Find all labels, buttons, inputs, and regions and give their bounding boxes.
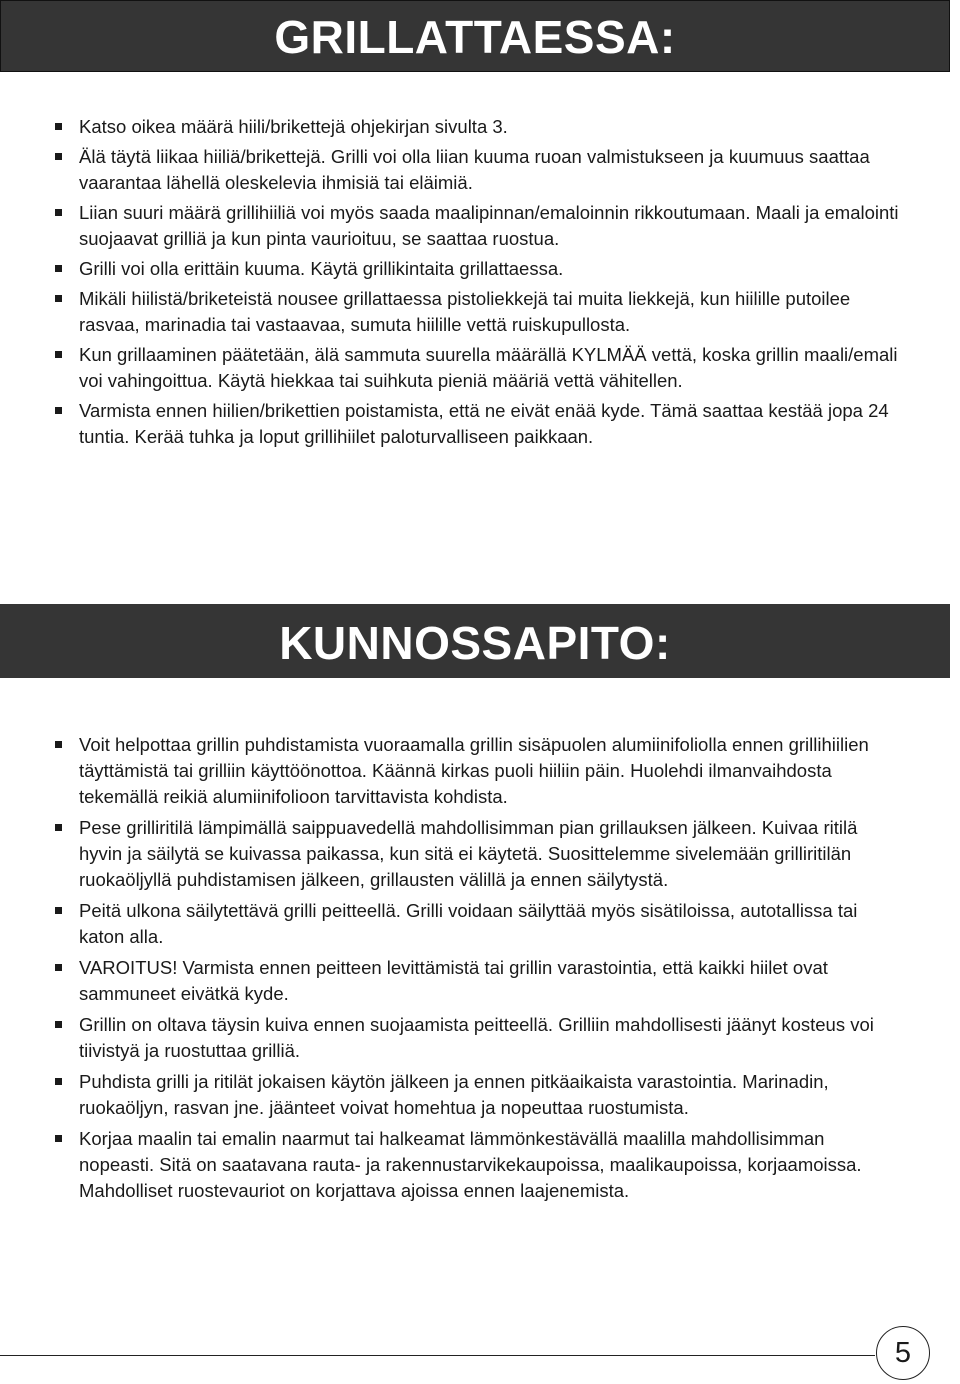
list-item-text: Grilli voi olla erittäin kuuma. Käytä grillikintaita grillattaessa. — [79, 258, 564, 279]
list-item — [0, 398, 900, 450]
list-item — [0, 955, 900, 1007]
list-item-text: Varmista ennen hiilien/brikettien poistamista, että ne eivät enää kyde. Tämä saattaa kestää jopa 24 tuntia. Kerää tuhka ja loput grillihiilet paloturvalliseen paikkaan. — [79, 400, 889, 447]
list-item-text: VAROITUS! Varmista ennen peitteen levittämistä tai grillin varastointia, että kaikki hiilet ovat sammuneet eivätkä kyde. — [79, 957, 828, 1004]
list-item — [0, 1012, 900, 1064]
list-item-text: Korjaa maalin tai emalin naarmut tai halkeamat lämmönkestävällä maalilla mahdollisimman nopeasti. Sitä on saatavana rauta- ja rakennustarvikekaupoissa, maalikaupoissa, korjaamoissa. Mahdolliset ruostevauriot on korjattava ajoissa ennen laajenemista. — [79, 1128, 862, 1201]
bullet-square-icon — [55, 407, 62, 414]
bullet-square-icon — [55, 265, 62, 272]
bullet-square-icon — [55, 351, 62, 358]
list-item-text: Peitä ulkona säilytettävä grilli peitteellä. Grilli voidaan säilyttää myös sisätiloissa, autotallissa tai katon alla. — [79, 900, 858, 947]
list-item — [0, 732, 900, 810]
list-item — [0, 815, 900, 893]
list-item-text: Pese grilliritilä lämpimällä saippuavedellä mahdollisimman pian grillauksen jälkeen. Kuivaa ritilä hyvin ja säilytä se kuivassa paikassa, kun sitä ei käytetä. Suosittelemme sivelemään grilliritilän ruokaöljyllä puhdistamisen jälkeen, grillausten välillä ja ennen säilytystä. — [79, 817, 858, 890]
list-item-text: Liian suuri määrä grillihiiliä voi myös saada maalipinnan/emaloinnin rikkoutumaan. Maali ja emalointi suojaavat grilliä ja kun pinta vaurioituu, se saattaa ruostua. — [79, 202, 899, 249]
list-item-text: Katso oikea määrä hiili/brikettejä ohjekirjan sivulta 3. — [79, 116, 508, 137]
bullet-square-icon — [55, 964, 62, 971]
list-item-text: Älä täytä liikaa hiiliä/brikettejä. Grilli voi olla liian kuuma ruoan valmistukseen ja kuumuus saattaa vaarantaa lähellä oleskelevia ihmisiä tai eläimiä. — [79, 146, 870, 193]
list-item — [0, 256, 900, 282]
bullet-square-icon — [55, 1078, 62, 1085]
list-item — [0, 144, 900, 196]
list-item-text: Mikäli hiilistä/briketeistä nousee grillattaessa pistoliekkejä tai muita liekkejä, kun hiilille putoilee rasvaa, marinadia tai vastaavaa, sumuta hiilille vettä ruiskupullosta. — [79, 288, 851, 335]
bullet-square-icon — [55, 295, 62, 302]
grilling-tips-list — [0, 114, 900, 454]
page-number: 5 — [876, 1326, 930, 1380]
list-item — [0, 114, 900, 140]
list-item — [0, 898, 900, 950]
bullet-square-icon — [55, 824, 62, 831]
section-title-kunnossapito: KUNNOSSAPITO: — [0, 604, 950, 678]
list-item — [0, 200, 900, 252]
bullet-square-icon — [55, 1135, 62, 1142]
bullet-square-icon — [55, 741, 62, 748]
bullet-square-icon — [55, 123, 62, 130]
bullet-square-icon — [55, 209, 62, 216]
bullet-square-icon — [55, 1021, 62, 1028]
list-item — [0, 1069, 900, 1121]
list-item-text: Voit helpottaa grillin puhdistamista vuoraamalla grillin sisäpuolen alumiinifoliolla ennen grillihiilien täyttämistä tai grilliin käyttöönottoa. Käännä kirkas puoli hiiliin päin. Huolehdi ilmanvaihdosta tekemällä reikiä alumiinifolioon tarvittavista kohdista. — [79, 734, 869, 807]
footer-divider — [0, 1355, 875, 1356]
list-item-text: Grillin on oltava täysin kuiva ennen suojaamista peitteellä. Grilliin mahdollisesti jäänyt kosteus voi tiivistyä ja ruostuttaa grilliä. — [79, 1014, 874, 1061]
section-title-grillattaessa: GRILLATTAESSA: — [0, 0, 950, 72]
bullet-square-icon — [55, 153, 62, 160]
list-item — [0, 1126, 900, 1204]
bullet-square-icon — [55, 907, 62, 914]
list-item — [0, 342, 900, 394]
list-item — [0, 286, 900, 338]
list-item-text: Puhdista grilli ja ritilät jokaisen käytön jälkeen ja ennen pitkäaikaista varastointia. Marinadin, ruokaöljyn, rasvan jne. jäänteet voivat homehtua ja nopeuttaa ruostumista. — [79, 1071, 829, 1118]
list-item-text: Kun grillaaminen päätetään, älä sammuta suurella määrällä KYLMÄÄ vettä, koska grillin maali/emali voi vahingoittua. Käytä hiekkaa tai suihkuta pieniä määriä vettä vähitellen. — [79, 344, 898, 391]
maintenance-tips-list — [0, 732, 900, 1209]
